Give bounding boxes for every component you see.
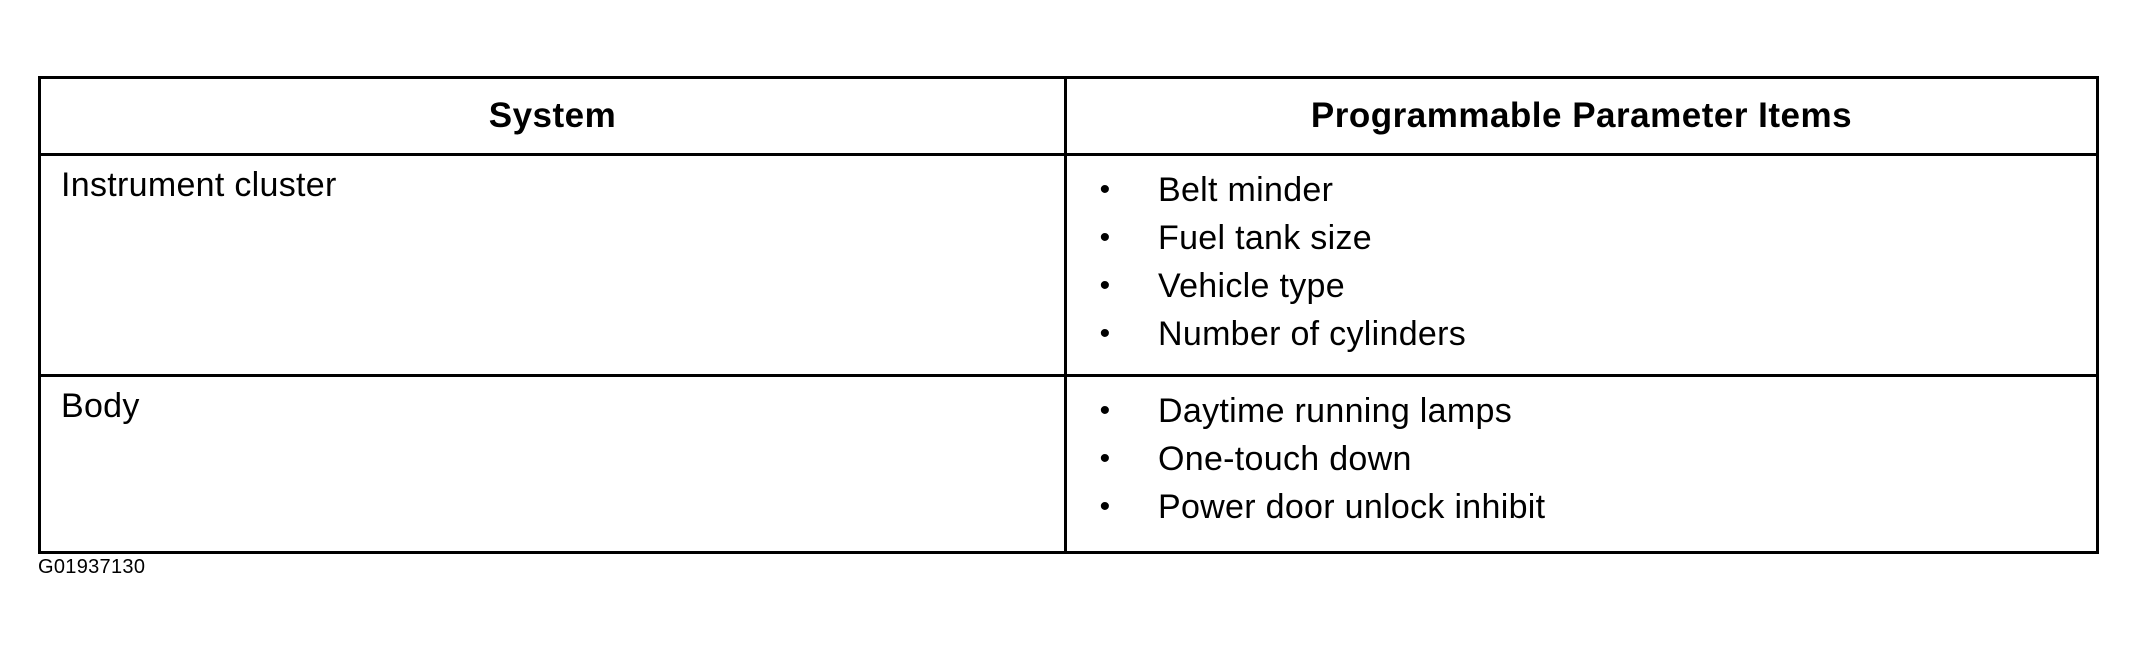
table-row	[40, 376, 2098, 553]
parameter-list	[1067, 166, 2096, 358]
list-item	[1067, 483, 2096, 531]
parameter-item-label: Number of cylinders	[1158, 315, 1467, 353]
parameter-table-container	[38, 76, 2096, 554]
bullet-icon: •	[1099, 269, 1111, 302]
list-item	[1067, 435, 2096, 483]
parameter-item-label: Fuel tank size	[1158, 219, 1372, 257]
header-parameter-items: Programmable Parameter Items	[1066, 78, 2098, 155]
table-header-row	[40, 78, 2098, 155]
list-item	[1067, 310, 2096, 358]
parameter-item-label: One-touch down	[1158, 440, 1412, 478]
parameter-items-cell	[1066, 376, 2098, 553]
system-cell-body: Body	[40, 376, 1066, 553]
list-item	[1067, 262, 2096, 310]
parameter-item-label: Vehicle type	[1158, 267, 1345, 305]
parameter-items-cell	[1066, 155, 2098, 376]
bullet-icon: •	[1099, 394, 1111, 427]
parameter-item-label: Daytime running lamps	[1158, 392, 1513, 430]
system-cell-instrument-cluster: Instrument cluster	[40, 155, 1066, 376]
bullet-icon: •	[1099, 317, 1111, 350]
bullet-icon: •	[1099, 442, 1111, 475]
parameter-list	[1067, 387, 2096, 531]
figure-id: G01937130	[38, 556, 146, 578]
parameter-table	[38, 76, 2099, 554]
list-item	[1067, 387, 2096, 435]
table-row	[40, 155, 2098, 376]
bullet-icon: •	[1099, 490, 1111, 523]
bullet-icon: •	[1099, 173, 1111, 206]
list-item	[1067, 214, 2096, 262]
parameter-item-label: Belt minder	[1158, 171, 1334, 209]
header-system: System	[40, 78, 1066, 155]
list-item	[1067, 166, 2096, 214]
parameter-item-label: Power door unlock inhibit	[1158, 488, 1546, 526]
bullet-icon: •	[1099, 221, 1111, 254]
